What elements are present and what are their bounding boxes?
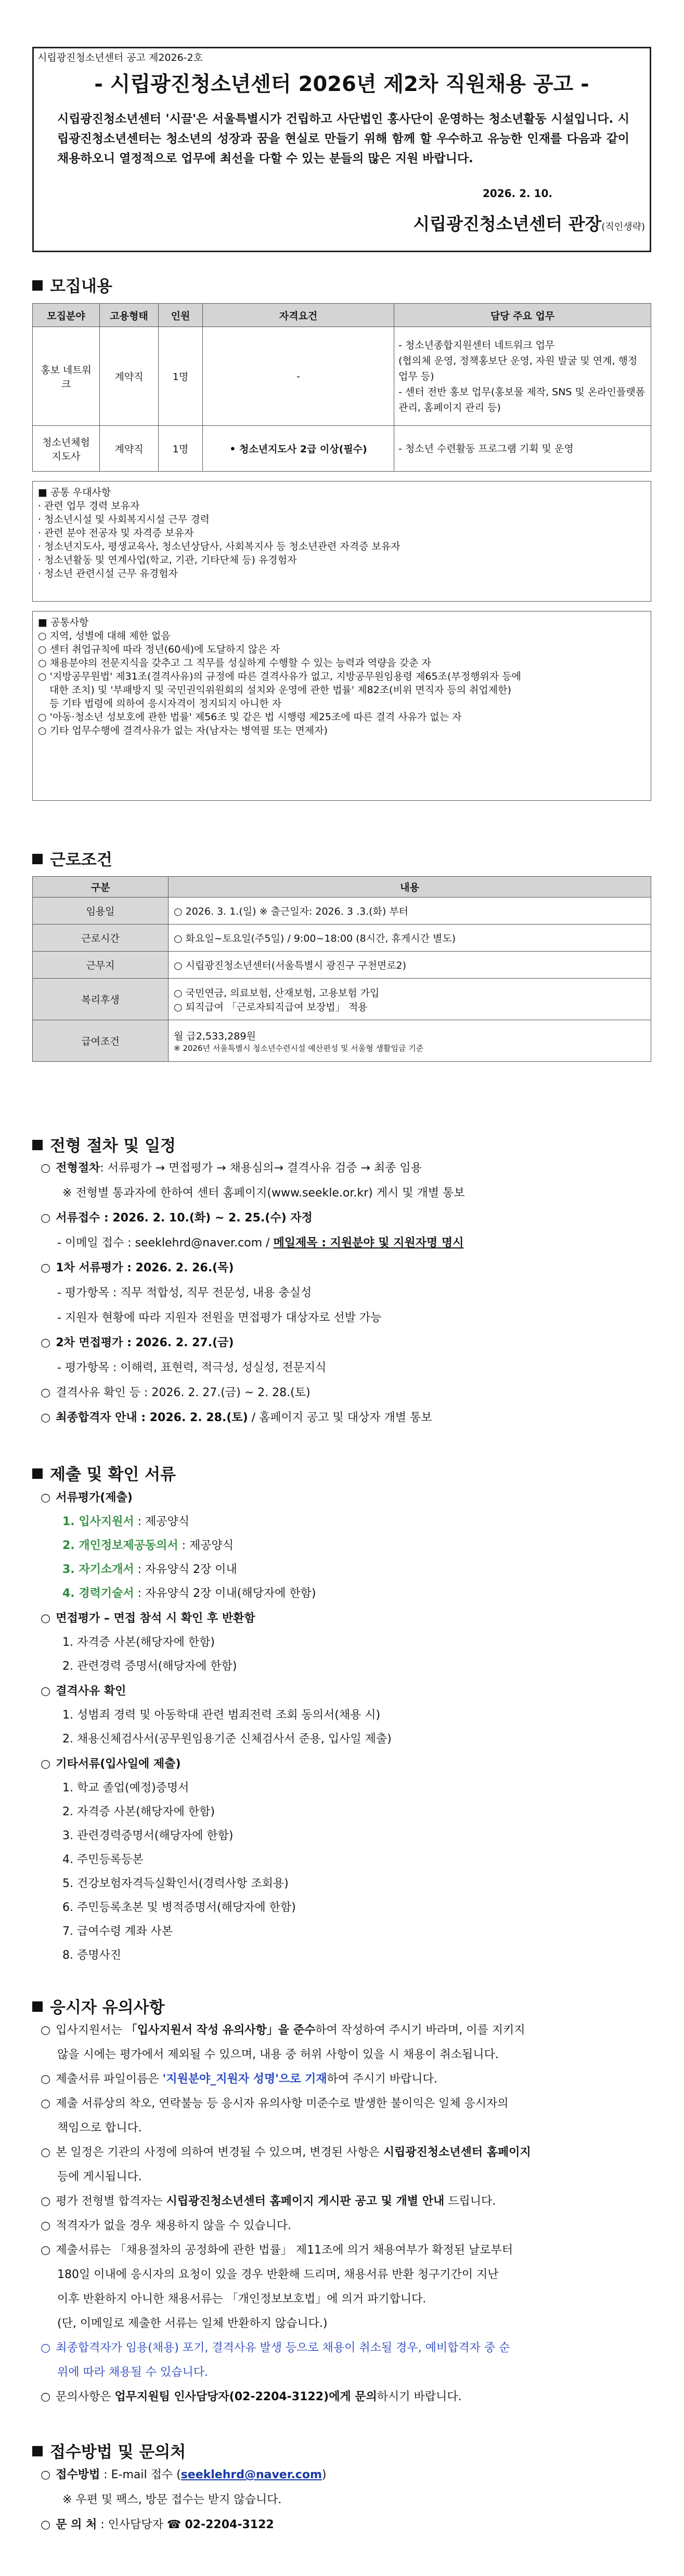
table-row — [33, 327, 651, 426]
table-row — [33, 1020, 651, 1062]
note-line: ○ 제출서류 파일이름은 '지원분야_지원자 성명'으로 기재하여 주시기 바랍니다. — [41, 2073, 437, 2086]
cell-type: 계약직 — [100, 327, 159, 426]
doc-item: 3. 자기소개서 : 자유양식 2장 이내 — [62, 1563, 237, 1576]
circle-bullet-icon: ○ — [41, 1411, 51, 1424]
table-header-row — [33, 877, 651, 897]
circle-bullet-icon: ○ — [41, 2244, 51, 2257]
process-step-line: ○ 서류접수 : 2026. 2. 10.(화) ~ 2. 25.(수) 자정 — [41, 1212, 313, 1225]
note-line: ○ 최종합격자가 임용(채용) 포기, 결격사유 발생 등으로 채용이 취소될 경우, 예비합격자 중 순 — [41, 2341, 510, 2354]
process-step-line: ○ 전형절차: 서류평가 → 면접평가 → 채용심의→ 결격사유 검증 → 최종 임용 — [41, 1162, 422, 1175]
docs-group-title: ○ 서류평가(제출) — [41, 1491, 133, 1504]
row-value: ○ 국민연금, 의료보험, 산재보험, 고용보험 가입 ○ 퇴직급여 「근로자퇴직급여 보장법」 적용 — [169, 979, 651, 1020]
docs-group-title: ○ 기타서류(입사일에 제출) — [41, 1758, 181, 1771]
signature — [364, 211, 645, 235]
note-line: 않을 시에는 평가에서 제외될 수 있으며, 내용 중 허위 사항이 있을 시 채용이 취소됩니다. — [57, 2048, 499, 2061]
table-row — [33, 979, 651, 1020]
table-row — [33, 897, 651, 925]
cell-count: 1명 — [159, 327, 203, 426]
doc-item: 2. 개인정보제공동의서 : 제공양식 — [62, 1539, 234, 1552]
note-line: ○ 문의사항은 업무지원팀 인사담당자(02-2204-3122)에게 문의하시기 바랍니다. — [41, 2390, 462, 2403]
notice-number: 시립광진청소년센터 공고 제2026-2호 — [37, 52, 203, 63]
note-line: ○ 입사지원서는 「입사지원서 작성 유의사항」을 준수하여 작성하여 주시기 바라며, 이를 지키지 — [41, 2024, 525, 2037]
note-line: (단, 이메일로 제출한 서류는 일체 반환하지 않습니다.) — [57, 2317, 328, 2330]
common-title: ■ 공통사항 — [38, 617, 89, 628]
row-key: 근무지 — [33, 952, 169, 979]
doc-item: 1. 자격증 사본(해당자에 한함) — [62, 1636, 215, 1649]
doc-item: 1. 학교 졸업(예정)증명서 — [62, 1781, 189, 1794]
list-item: ○ 기타 업무수행에 결격사유가 없는 자(남자는 병역필 또는 면제자) — [38, 725, 328, 736]
circle-bullet-icon: ○ — [41, 2024, 51, 2037]
circle-bullet-icon: ○ — [41, 1336, 51, 1349]
section-docs-title: 제출 및 확인 서류 — [32, 1461, 176, 1485]
circle-bullet-icon: ○ — [41, 1162, 51, 1175]
duty-line: - 청소년종합지원센터 네트워크 업무 — [398, 339, 555, 351]
recruit-table — [32, 303, 651, 472]
cell-qual: - — [203, 327, 394, 426]
docs-group-title: ○ 결격사유 확인 — [41, 1685, 126, 1698]
list-item: · 관련 분야 전공자 및 자격증 보유자 — [38, 527, 194, 539]
list-item: 등 기타 법령에 의하여 응시자격이 정지되지 아니한 자 — [49, 698, 282, 709]
table-row — [33, 426, 651, 472]
process-step-line: ○ 최종합격자 안내 : 2026. 2. 28.(토) / 홈페이지 공고 및 대상자 개별 통보 — [41, 1411, 432, 1424]
cell-duties — [394, 426, 651, 472]
circle-bullet-icon: ○ — [41, 1491, 51, 1504]
process-sub-line: - 평가항목 : 이해력, 표현력, 적극성, 성실성, 전문지식 — [57, 1361, 327, 1374]
doc-item: 2. 자격증 사본(해당자에 한함) — [62, 1805, 215, 1818]
circle-bullet-icon: ○ — [41, 2073, 51, 2086]
process-sub-line: - 평가항목 : 직무 적합성, 직무 전문성, 내용 충실성 — [57, 1286, 312, 1299]
preference-title: ■ 공통 우대사항 — [38, 487, 111, 498]
doc-item: 1. 입사지원서 : 제공양식 — [62, 1515, 190, 1528]
circle-bullet-icon: ○ — [41, 2390, 51, 2403]
duty-line: - 센터 전반 홍보 업무(홍보물 제작, SNS 및 온라인플랫폼 관리, 홈페이지 관리 등) — [398, 386, 646, 413]
cell-count: 1명 — [159, 426, 203, 472]
square-bullet-icon — [32, 280, 43, 291]
list-item: · 청소년활동 및 연계사업(학교, 기관, 기타단체 등) 유경험자 — [38, 554, 297, 566]
process-step-line: ○ 1차 서류평가 : 2026. 2. 26.(목) — [41, 1261, 234, 1274]
signature-name: 시립광진청소년센터 관장 — [413, 214, 602, 234]
row-value: ○ 2026. 3. 1.(일) ※ 출근일자: 2026. 3 .3.(화) 부터 — [169, 897, 651, 925]
col-field: 모집분야 — [33, 304, 100, 327]
list-item: ○ 지역, 성별에 대해 제한 없음 — [38, 630, 171, 642]
doc-item: 3. 관련경력증명서(해당자에 한함) — [62, 1829, 234, 1842]
col-type: 고용형태 — [100, 304, 159, 327]
list-item: ○ '아동·청소년 성보호에 관한 법률' 제56조 및 같은 법 시행령 제25조에 따른 결격 사유가 없는 자 — [38, 711, 462, 723]
contact-method-line: ○ 접수방법 : E-mail 접수 (seeklehrd@naver.com) — [41, 2468, 327, 2481]
list-item: 대한 조치) 및 '부패방지 및 국민권익위원회의 설치와 운영에 관한 법률' 제82조(비위 면직자 등의 취업제한) — [49, 684, 511, 696]
row-value: ○ 화요일~토요일(주5일) / 9:00~18:00 (8시간, 휴게시간 별도) — [169, 925, 651, 952]
preference-box — [32, 481, 651, 602]
col-count: 인원 — [159, 304, 203, 327]
process-step-line: ○ 결격사유 확인 등 : 2026. 2. 27.(금) ~ 2. 28.(토) — [41, 1386, 311, 1399]
note-line: 180일 이내에 응시자의 요청이 있을 경우 반환해 드리며, 채용서류 반환 청구기간이 지난 — [57, 2268, 499, 2281]
cell-field: 홍보 네트워크 — [33, 327, 100, 426]
circle-bullet-icon: ○ — [41, 2097, 51, 2110]
square-bullet-icon — [32, 2001, 43, 2012]
list-item: · 관련 업무 경력 보유자 — [38, 500, 140, 512]
doc-item: 2. 관련경력 증명서(해당자에 한함) — [62, 1660, 237, 1673]
cell-qual: • 청소년지도사 2급 이상(필수) — [203, 426, 394, 472]
circle-bullet-icon: ○ — [41, 2195, 51, 2208]
phone-number: 02-2204-3122 — [185, 2518, 274, 2531]
announcement-date: 2026. 2. 10. — [482, 187, 552, 200]
list-item: ○ 센터 취업규칙에 따라 정년(60세)에 도달하지 않은 자 — [38, 644, 280, 655]
square-bullet-icon — [32, 1140, 43, 1150]
col-category: 구분 — [33, 877, 169, 897]
section-recruit-title: 모집내용 — [32, 273, 112, 296]
page-title: - 시립광진청소년센터 2026년 제2차 직원채용 공고 - — [94, 72, 589, 96]
mail-subject-rule: 메일제목 : 지원분야 및 지원자명 명시 — [273, 1237, 464, 1250]
row-value: 월 급2,533,289원 ※ 2026년 서울특별시 청소년수련시설 예산편성 및 서울형 생활임금 기준 — [169, 1020, 651, 1062]
row-value: ○ 시립광진청소년센터(서울특별시 광진구 구천면로2) — [169, 952, 651, 979]
doc-item: 6. 주민등록초본 및 병적증명서(해당자에 한함) — [62, 1901, 296, 1914]
note-line: ○ 제출 서류상의 착오, 연락불능 등 응시자 유의사항 미준수로 발생한 불이익은 일체 응시자의 — [41, 2097, 509, 2110]
list-item: · 청소년지도사, 평생교육사, 청소년상담사, 사회복지사 등 청소년관련 자격증 보유자 — [38, 541, 401, 552]
seal-note: (직인생략) — [601, 222, 645, 232]
conditions-table — [32, 876, 651, 1062]
circle-bullet-icon: ○ — [41, 2219, 51, 2232]
circle-bullet-icon: ○ — [41, 1212, 51, 1225]
duty-line: (협의체 운영, 정책홍보단 운영, 자원 발굴 및 연계, 행정업무 등) — [398, 355, 638, 382]
section-contact-title: 접수방법 및 문의처 — [32, 2439, 186, 2462]
list-item: ○ 채용분야의 전문지식을 갖추고 그 직무를 성실하게 수행할 수 있는 능력과 역량을 갖춘 자 — [38, 657, 431, 669]
doc-item: 1. 성범죄 경력 및 아동학대 관련 범죄전력 조회 동의서(채용 시) — [62, 1709, 381, 1722]
process-sub-line: - 지원자 현황에 따라 지원자 전원을 면접평가 대상자로 선발 가능 — [57, 1311, 382, 1324]
circle-bullet-icon: ○ — [41, 1261, 51, 1274]
row-key: 근로시간 — [33, 925, 169, 952]
circle-bullet-icon: ○ — [41, 2518, 51, 2531]
doc-item: 2. 채용신체검사서(공무원임용기준 신체검사서 준용, 입사일 제출) — [62, 1733, 392, 1746]
note-line: 책임으로 합니다. — [57, 2122, 142, 2135]
intro-paragraph: 시립광진청소년센터 '시끌'은 서울특별시가 건립하고 사단법인 홍사단이 운영하는 청소년활동 시설입니다. 시립광진청소년센터는 청소년의 성장과 꿈을 현실로 만들기 위해 함께 할 우수하고 유능한 인재를 다음과 같이 채용하오니 열정적으로 업무에 최선을 다할 수 있는 분들의 많은 지원 바랍니다. — [57, 112, 629, 165]
process-step-line: ○ 2차 면접평가 : 2026. 2. 27.(금) — [41, 1336, 234, 1349]
email-link[interactable]: seeklehrd@naver.com — [180, 2468, 322, 2481]
cell-field: 청소년체험 지도사 — [33, 426, 100, 472]
col-qual: 자격요건 — [203, 304, 394, 327]
circle-bullet-icon: ○ — [41, 2146, 51, 2159]
square-bullet-icon — [32, 1468, 43, 1479]
circle-bullet-icon: ○ — [41, 2341, 51, 2354]
section-process-title: 전형 절차 및 일정 — [32, 1133, 176, 1156]
square-bullet-icon — [32, 2446, 43, 2456]
note-line: 등에 게시됩니다. — [57, 2170, 142, 2183]
doc-item: 8. 증명사진 — [62, 1949, 121, 1962]
section-conditions-title: 근로조건 — [32, 847, 112, 870]
contact-phone-line: ○ 문 의 처 : 인사담당자 ☎ 02-2204-3122 — [41, 2518, 274, 2531]
list-item: · 청소년 관련시설 근무 유경험자 — [38, 568, 178, 579]
circle-bullet-icon: ○ — [41, 1386, 51, 1399]
docs-group-title: ○ 면접평가 – 면접 참석 시 확인 후 반환함 — [41, 1612, 255, 1625]
process-note: ※ 전형별 통과자에 한하여 센터 홈페이지(www.seekle.or.kr) 게시 및 개별 통보 — [62, 1187, 465, 1200]
contact-note: ※ 우편 및 팩스, 방문 접수는 받지 않습니다. — [62, 2493, 282, 2506]
circle-bullet-icon: ○ — [41, 1612, 51, 1625]
duty-line: - 청소년 수련활동 프로그램 기획 및 운영 — [398, 443, 574, 454]
list-item: · 청소년시설 및 사회복지시설 근무 경력 — [38, 514, 210, 525]
doc-item: 5. 건강보험자격득실확인서(경력사항 조회용) — [62, 1877, 289, 1890]
table-row — [33, 925, 651, 952]
section-notes-title: 응시자 유의사항 — [32, 1994, 164, 2018]
note-line: ○ 제출서류는 「채용절차의 공정화에 관한 법률」 제11조에 의거 채용여부가 확정된 날로부터 — [41, 2244, 513, 2257]
note-line: 위에 따라 채용될 수 있습니다. — [57, 2366, 208, 2379]
col-content: 내용 — [169, 877, 651, 897]
doc-item: 4. 주민등록등본 — [62, 1853, 144, 1866]
circle-bullet-icon: ○ — [41, 1758, 51, 1771]
table-row — [33, 952, 651, 979]
doc-item: 7. 급여수령 계좌 사본 — [62, 1925, 173, 1938]
square-bullet-icon — [32, 854, 43, 864]
circle-bullet-icon: ○ — [41, 2468, 51, 2481]
note-line: ○ 평가 전형별 합격자는 시립광진청소년센터 홈페이지 게시판 공고 및 개별 안내 드립니다. — [41, 2195, 496, 2208]
table-header-row — [33, 304, 651, 327]
cell-duties — [394, 327, 651, 426]
note-line: 이후 반환하지 아니한 채용서류는 「개인정보보호법」에 의거 파기합니다. — [57, 2293, 427, 2306]
list-item: ○ '지방공무원법' 제31조(결격사유)의 규정에 따른 결격사유가 없고, 지방공무원임용령 제65조(부정행위자 등에 — [38, 671, 521, 682]
note-line: ○ 적격자가 없을 경우 채용하지 않을 수 있습니다. — [41, 2219, 291, 2232]
cell-type: 계약직 — [100, 426, 159, 472]
common-requirements-box — [32, 611, 651, 801]
row-key: 급여조건 — [33, 1020, 169, 1062]
note-line: ○ 본 일정은 기관의 사정에 의하여 변경될 수 있으며, 변경된 사항은 시립광진청소년센터 홈페이지 — [41, 2146, 531, 2159]
process-sub-line: - 이메일 접수 : seeklehrd@naver.com / 메일제목 : 지원분야 및 지원자명 명시 — [57, 1237, 464, 1250]
row-key: 복리후생 — [33, 979, 169, 1020]
doc-item: 4. 경력기술서 : 자유양식 2장 이내(해당자에 한함) — [62, 1587, 316, 1600]
circle-bullet-icon: ○ — [41, 1685, 51, 1698]
col-duties: 담당 주요 업무 — [394, 304, 651, 327]
row-key: 임용일 — [33, 897, 169, 925]
